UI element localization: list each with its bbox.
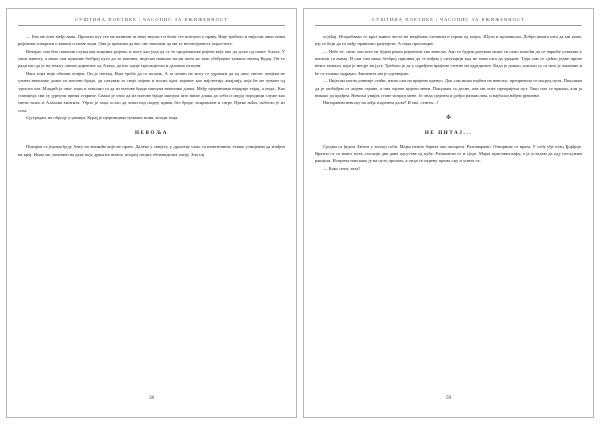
page-left (6, 8, 297, 418)
paragraph: Наш хоџа није обичан човјек. Он је светац, Њих треба да се кољањ. А за лично не могу се удржати да од овог светог човјека не узмем неколике длаке из његове браде, да сачувам за своје лијеке и носио крог којивот као најсветију амајлију, која ће ме чувати од зделота зла. Младић је овог хоџи и замолио га да из његове браде ишчупа неколико длака. Међу ијерничима најприје тајац, а онда,. Као станиједа сви су јурнули према стариче. Сваки је хтио да из његове браде ишчупа што више длака да себи и својој породици служе као свети залис и Алахова заштита. Убрзо је хоџа остао да лежи над подну, крвав, без браде, искрављен и сатрт. Преко ноћи, побегао је из села. (18, 70, 285, 113)
running-head-left (18, 17, 285, 26)
page-number-left: 58 (149, 396, 154, 401)
section-heading-ne-pitaj: НЕ ПИТАЈ... (424, 129, 473, 136)
ornament-divider: ✻ (445, 114, 452, 121)
paragraph: осјећај. Испробавао се кроз живот често на недаћама сличним и горим од мојих. Шути и промишља. Добро књига шта да ми каже, јер се боји да га међу правилно разумјети. А онда проговори: (315, 34, 582, 47)
paragraph: Сједим са ђедом Антом у топлој соби. Мајка нешто барата око шпорета. Разговарамо. Отворише се врата. У собу уђе отац Ђорђије. Вратио се са некот пута, послије два дана одсуства од куће. Раскомоти се и сједе. Мајка пристави кафу, а ја устадем да оду послужим ракијом. Исприча нам како је на путу прошао, а онда се окрену према оцу и упита га: (315, 143, 582, 164)
paragraph: — Ево ме опет међу вама. Прошли пут сте ме казнили за неку неуласт и били сте потпуно у праву. Није требало и нијесам овио оним ријечима говорити о вашем и моме хоџи. Она је прилика да вас све замолим да ми ту несмотреност опростите. (18, 34, 285, 47)
page-number-right: 59 (446, 396, 451, 401)
page-body-left (18, 33, 285, 392)
page-body-right (315, 33, 582, 392)
paragraph: — Нијесам могао ранније стићи, нашо сам на вријеме кренуо. Док сам ишао најбем на невољу: препречила се насред пута. Покушам да је заобиђем са лијеве стране, а она заузме цијели мени. Покушам са десне, она ми опет препријечи пут. Тако смо се вркали, али ја никако да прођем. Невоља увијек стане испред мене. Је онда сједнем и добро размислим, и најбољи нађем рјешење. (315, 78, 582, 98)
running-head-title-right: СУШТИНА ПОЕТИКЕ (372, 17, 434, 22)
paragraph: — Небе те, сине, ово што ти будем рекао ријешити тих невоља. Ако то будеш разумио може ти само помоћи да се чвршће ухватиш у коштац са њима. И сам сам имао безброј прилика да се нађем у ситуацији кад не знам шта да урадим. Тада сам се сјећао једне приче неког монаха, који је негдје на југу. Требало је да у одређено вријеме стигне на одредиште. Када је дошао, питали су га што је заказано и ће се толико задржао. Завштита им је одговорио: (315, 48, 582, 76)
paragraph: Покајим се једном ђеду Анту на тешкоће које ме прате. Далеко у свијету, у друштву само са нематичнем, тешко усвијевам да изађем на крај. Имао ме, наломен на руке које држи на штапу, испред својих обневиделих очију. Зна тај (18, 144, 285, 157)
running-head-right (315, 17, 582, 26)
section-heading-nevolja: НЕВОЉА (134, 130, 169, 137)
running-head-separator-left: | (139, 17, 141, 22)
paragraph: Сјутрадан, на обреду у џамији, Курај је ијерницима тумачио нови, млади хоџа. (26, 114, 179, 120)
running-head-subtitle-left: ЧАСОПИС ЗА КЊИЖЕВНОСТ (142, 17, 228, 22)
running-head-title-left: СУШТИНА ПОЕТИКЕ (75, 17, 137, 22)
running-head-separator-right: | (436, 17, 438, 22)
running-head-subtitle-right: ЧАСОПИС ЗА КЊИЖЕВНОСТ (439, 17, 525, 22)
paragraph: Вечерас сам био пажљив слушалац хоџиних ријечи, и могу као једа да су то пророчанске ријечи које као да доље од самог Алаха. У свом животу, а имао сам прилике безброј пута да то кончим, нијесам наишао на ни жота ко тако убеђљиво тумачи светац Курај. Он то ради као да је на земљу сишао директно од Алаха, да нас одије просвијетли и духовно испуни. (18, 48, 285, 69)
paragraph: — Како сити, тата? (323, 165, 361, 171)
paragraph: Напоравим невољу на леђа и кренем даље! И ево, стигох...! (323, 100, 439, 106)
page-right (303, 8, 594, 418)
